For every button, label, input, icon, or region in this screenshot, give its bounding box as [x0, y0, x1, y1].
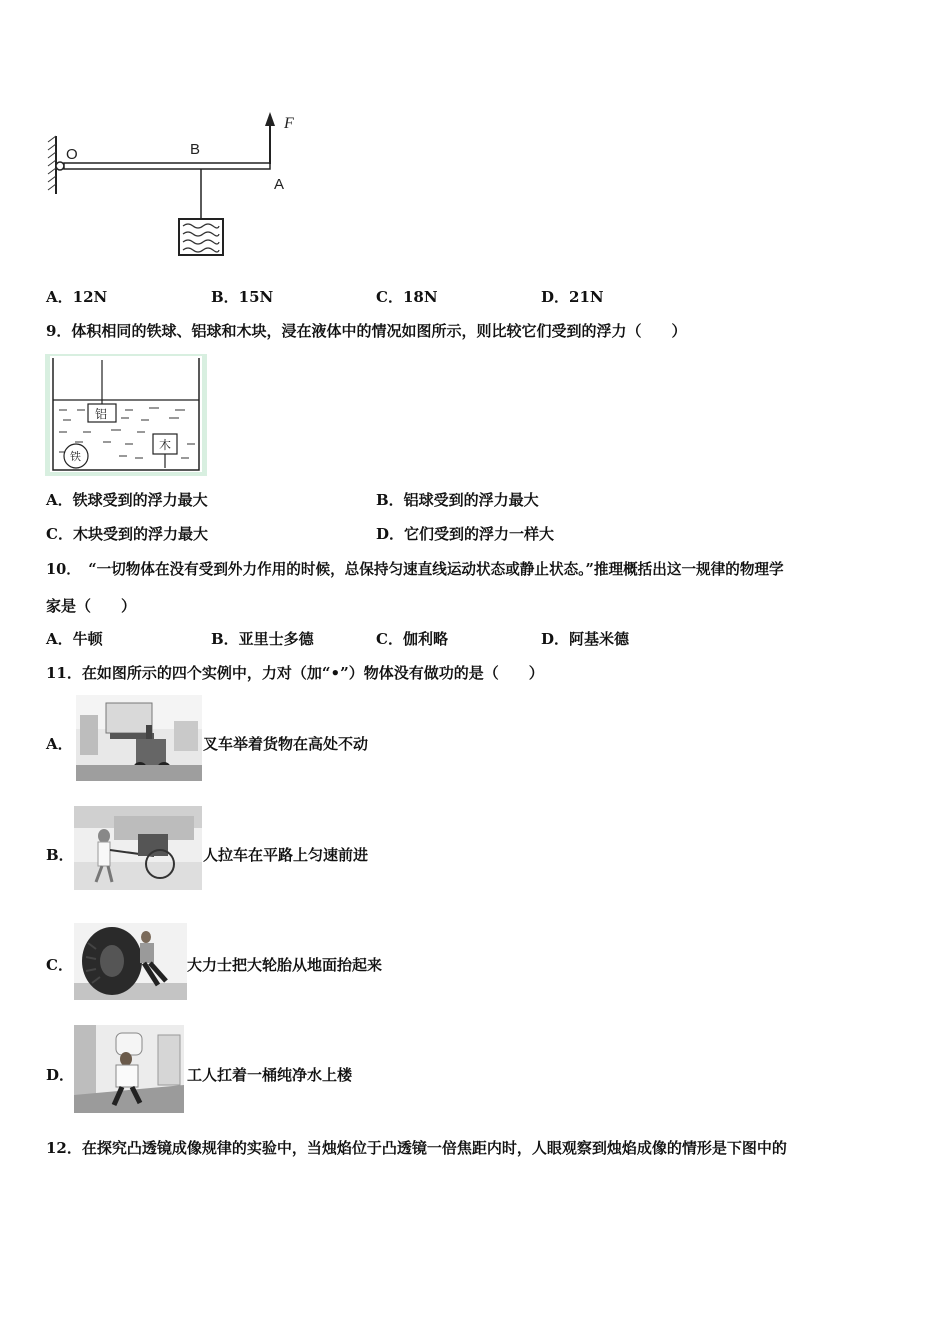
forklift-photo [76, 695, 202, 781]
q11-option-c-caption: 大力士把大轮胎从地面抬起来 [187, 956, 383, 974]
q11-stem: 11．在如图所示的四个实例中，力对（加“•”）物体没有做功的是（ ） [46, 664, 544, 682]
label-iron: 铁 [70, 450, 81, 463]
q8-option-a[interactable]: A．12N [46, 288, 108, 306]
q8-option-d[interactable]: D．21N [541, 288, 604, 306]
label-b: B [190, 141, 201, 158]
q10-option-d[interactable]: D．阿基米德 [541, 630, 630, 648]
q9-option-c[interactable]: C．木块受到的浮力最大 [46, 525, 208, 543]
q11-option-b-letter[interactable]: B． [46, 846, 74, 864]
q10-option-a[interactable]: A．牛顿 [46, 630, 103, 648]
q11-option-d-caption: 工人扛着一桶纯净水上楼 [187, 1066, 353, 1084]
q12-stem: 12．在探究凸透镜成像规律的实验中，当烛焰位于凸透镜一倍焦距内时，人眼观察到烛焰成像的情形是下图中的 [46, 1139, 787, 1157]
label-f: F [284, 115, 294, 132]
tire-lift-photo [74, 923, 187, 1000]
q11-option-c-letter[interactable]: C． [46, 956, 73, 974]
q10-stem-line1: 10． “一切物体在没有受到外力作用的时候，总保持匀速直线运动状态或静止状态。”推理概括出这一规律的物理学 [46, 561, 784, 578]
q11-option-b-caption: 人拉车在平路上匀速前进 [203, 846, 369, 864]
q10-stem-line2: 家是（ ） [46, 597, 137, 615]
q8-option-c[interactable]: C．18N [376, 288, 438, 306]
buoyancy-diagram [45, 354, 207, 476]
label-aluminum: 铝 [95, 407, 108, 421]
q9-option-a[interactable]: A．铁球受到的浮力最大 [46, 491, 208, 509]
q10-option-c[interactable]: C．伽利略 [376, 630, 448, 648]
q11-option-a-caption: 叉车举着货物在高处不动 [203, 735, 369, 753]
label-o: O [66, 146, 78, 163]
q9-option-b[interactable]: B．铝球受到的浮力最大 [376, 491, 539, 509]
label-a: A [274, 176, 285, 193]
lever-diagram [44, 108, 314, 263]
water-carry-photo [74, 1025, 184, 1113]
q11-option-a-letter[interactable]: A． [46, 735, 73, 753]
q9-option-d[interactable]: D．它们受到的浮力一样大 [376, 525, 555, 543]
label-wood: 木 [159, 438, 172, 452]
q11-option-d-letter[interactable]: D． [46, 1066, 75, 1084]
rickshaw-photo [74, 806, 202, 890]
q8-option-b[interactable]: B．15N [211, 288, 274, 306]
q9-stem: 9．体积相同的铁球、铝球和木块，浸在液体中的情况如图所示，则比较它们受到的浮力（ ） [46, 322, 687, 340]
q10-option-b[interactable]: B．亚里士多德 [211, 630, 314, 648]
